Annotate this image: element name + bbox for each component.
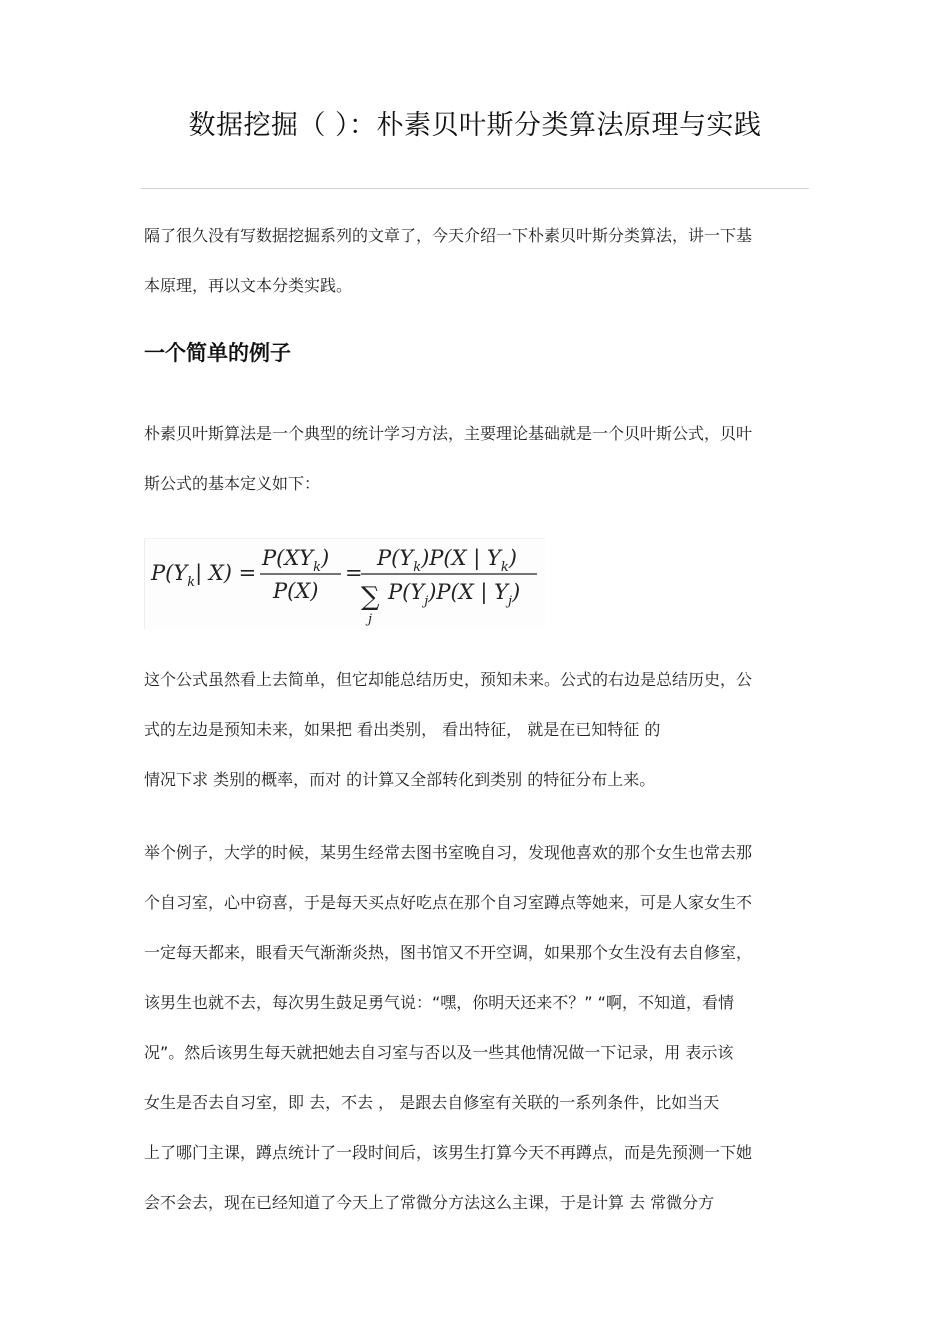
formula-frac1-denominator: P(X) — [273, 579, 319, 603]
text-line: 女生是否去自习室，即 去，不去 ， 是跟去自修室有关联的一系列条件，比如当天 — [144, 1093, 720, 1112]
page-title: 数据挖掘（ ）：朴素贝叶斯分类算法原理与实践 — [188, 110, 762, 141]
paragraph-formula-explanation — [144, 655, 810, 805]
text-line: 况”。然后该男生每天就把她去自习室与否以及一些其他情况做一下记录，用 表示该 — [144, 1043, 734, 1062]
formula-equals: = — [345, 561, 363, 585]
intro-paragraph — [144, 211, 810, 311]
text-line: 一定每天都来，眼看天气渐渐炎热，图书馆又不开空调，如果那个女生没有去自修室， — [144, 943, 753, 962]
text-line: 隔了很久没有写数据挖掘系列的文章了，今天介绍一下朴素贝叶斯分类算法，讲一下基 — [144, 226, 753, 245]
paragraph-example-story — [144, 828, 810, 1228]
text-line: 举个例子，大学的时候，某男生经常去图书室晚自习，发现他喜欢的那个女生也常去那 — [144, 843, 753, 862]
text-line: 这个公式虽然看上去简单，但它却能总结历史，预知未来。公式的右边是总结历史，公 — [144, 670, 753, 689]
text-line: 朴素贝叶斯算法是一个典型的统计学习方法，主要理论基础就是一个贝叶斯公式，贝叶 — [144, 424, 753, 443]
text-line: 会不会去，现在已经知道了今天上了常微分方法这么主课，于是计算 去 常微分方 — [144, 1193, 715, 1212]
text-line: 本原理，再以文本分类实践。 — [144, 276, 353, 295]
paragraph-bayes-intro — [144, 409, 810, 509]
text-line: 情况下求 类别的概率，而对 的计算又全部转化到类别 的特征分布上来。 — [144, 770, 656, 789]
text-line: 斯公式的基本定义如下： — [144, 474, 321, 493]
formula-lhs: $P(Y_k|$ X) = — [151, 561, 257, 590]
formula-sum-symbol: ∑ — [361, 582, 380, 612]
formula-sum-index: j — [368, 612, 373, 627]
formula-frac2-denominator: $P(Y_j)P(X$ | $Y_j$) — [388, 580, 521, 609]
formula-frac1-numerator: $P(XY_k)$ — [262, 546, 330, 575]
formula-frac2-numerator: $P(Y_k)P(X$ | $Y_k$) — [377, 546, 517, 575]
bayes-formula-image — [144, 538, 545, 629]
text-line: 上了哪门主课，蹲点统计了一段时间后，该男生打算今天不再蹲点，而是先预测一下她 — [144, 1143, 753, 1162]
section-heading: 一个简单的例子 — [144, 341, 291, 365]
text-line: 该男生也就不去，每次男生鼓足勇气说：“嘿，你明天还来不？” “啊，不知道，看情 — [144, 993, 734, 1012]
text-line: 式的左边是预知未来，如果把 看出类别， 看出特征， 就是在已知特征 的 — [144, 720, 661, 739]
title-divider — [141, 188, 809, 189]
text-line: 个自习室，心中窃喜，于是每天买点好吃点在那个自习室蹲点等她来，可是人家女生不 — [144, 893, 753, 912]
